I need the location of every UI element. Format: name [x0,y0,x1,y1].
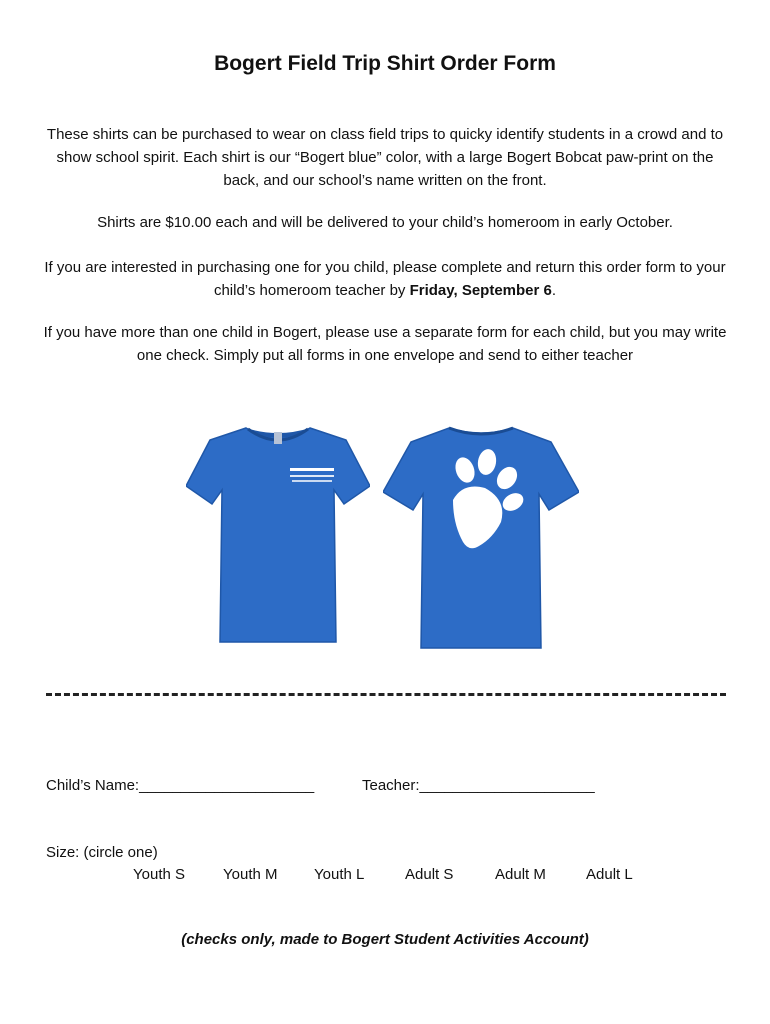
multiple-children-paragraph: If you have more than one child in Bogert, please use a separate form for each child, but you may write one check. Simply put all forms in one envelope and send to either teacher [43,324,727,364]
child-name-field[interactable]: Child’s Name:_____________________ [46,777,315,794]
payment-note: (checks only, made to Bogert Student Activities Account) [181,931,589,948]
page-title: Bogert Field Trip Shirt Order Form [214,52,556,75]
deadline-paragraph [40,256,730,302]
teacher-field[interactable]: Teacher:_____________________ [362,777,595,794]
tshirt-back-pawprint-icon [383,420,579,652]
size-option-adult-l[interactable]: Adult L [586,866,633,883]
size-option-youth-l[interactable]: Youth L [314,866,365,883]
size-option-youth-s[interactable]: Youth S [133,866,185,883]
deadline-text: If you are interested in purchasing one for you child, please complete and return this order form to your child’s homeroom teacher by [44,259,726,299]
size-option-adult-s[interactable]: Adult S [405,866,454,883]
size-option-adult-m[interactable]: Adult M [495,866,546,883]
cut-line-divider [46,693,726,696]
tshirt-front-icon [186,420,370,646]
deadline-period: . [551,282,557,299]
intro-paragraph: These shirts can be purchased to wear on class field trips to quicky identify students in a crowd and to show school spirit. Each shirt is our “Bogert blue” color, with a large Bogert Bobcat paw-print on the back, and our school’s name written on the front. [46,126,724,189]
price-paragraph: Shirts are $10.00 each and will be delivered to your child’s homeroom in early October. [97,214,673,231]
size-option-youth-m[interactable]: Youth M [223,866,278,883]
deadline-date: Friday, September 6 [409,282,552,299]
size-label: Size: (circle one) [46,844,158,861]
